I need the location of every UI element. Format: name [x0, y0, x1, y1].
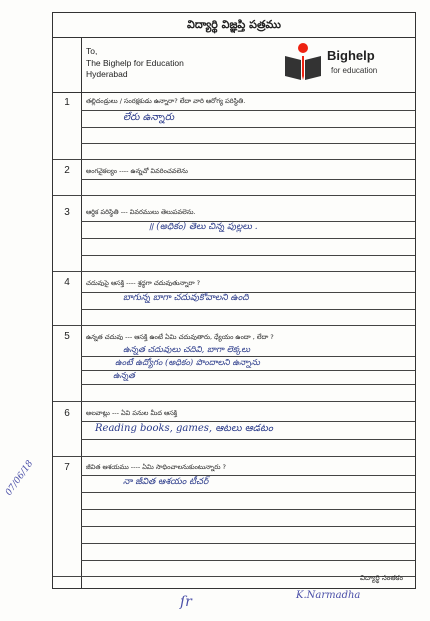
section-answer: ॥ (అధికం) తెలు చిన్న పుల్లలు .: [148, 222, 258, 232]
section-answer: బాగున్న బాగా చదువుకోవాలని ఉంది: [123, 293, 249, 303]
section-question: ఆర్థిక పరిస్థితి --- వివరములు తెలుపవలెను.: [86, 208, 196, 216]
section-answer: లేరు ఉన్నారు: [123, 112, 175, 123]
application-form: [52, 12, 416, 589]
form-title: విద్యార్థి విజ్ఞప్తి పత్రము: [53, 13, 415, 38]
signer-name: K.Narmadha: [296, 590, 361, 601]
section-question: జీవిత ఆశయము ---- ఏమి సాధించాలనుకుంటున్నారు ?: [86, 463, 226, 471]
recipient-address: To, The Bighelp for Education Hyderabad: [86, 46, 184, 79]
section-answer: ఉంటే ఉద్యోగం (అధికం) పొందాలని ఉన్నాను: [115, 358, 260, 368]
section-number: 2: [64, 165, 70, 176]
section-number: 1: [64, 97, 70, 108]
section-question: తల్లిదండ్రులు / సంరక్షకుడు ఉన్నారా? లేదా వారి ఆరోగ్య పరిస్థితి.: [86, 97, 246, 105]
number-column-divider: [81, 37, 82, 588]
section-number: 3: [64, 207, 70, 218]
initial-mark: ſr: [180, 594, 192, 610]
section-number: 5: [64, 331, 70, 342]
section-answer: ఉన్నత: [113, 371, 135, 381]
section-number: 6: [64, 408, 70, 419]
section-number: 7: [64, 462, 70, 473]
section-answer: ఉన్నత చదువులు చదివి, బాగా లెక్కలు: [123, 345, 251, 355]
header-block: [53, 38, 415, 93]
section-number: 4: [64, 277, 70, 288]
section-question: ఉన్నత చదువు --- ఆసక్తి ఉంటే ఏమి చదువుతారు, ధ్యేయం ఉందా , లేదా ?: [86, 333, 274, 341]
section-question: చదువుపై ఆసక్తి ---- శ్రద్ధగా చదువుతున్నారా ?: [86, 279, 201, 287]
book-pen-icon: [281, 42, 325, 84]
logo-name: Bighelp: [327, 48, 375, 63]
section-answer: నా జీవిత ఆశయం టీచర్: [123, 477, 209, 487]
section-answer: Reading books, games, ఆటలు ఆడటం: [95, 423, 273, 434]
bighelp-logo: [281, 42, 411, 88]
logo-tagline: for education: [331, 66, 378, 75]
signature-label: విద్యార్థి సంతకం: [360, 574, 403, 582]
section-question: అలవాట్లు --- ఏవి పనుల మీద ఆసక్తి: [86, 409, 178, 417]
date-stamp: 07/06/18: [4, 458, 36, 498]
section-question: అంగవైకల్యం ---- ఉన్నచో వివరించవలెను: [86, 167, 188, 175]
